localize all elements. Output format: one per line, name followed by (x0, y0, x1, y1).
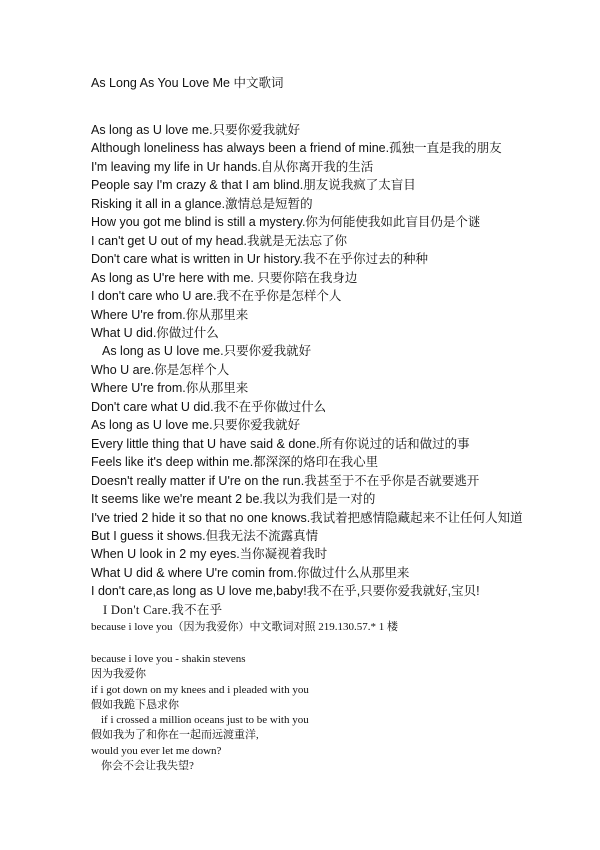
lyric-line: What U did & where U're comin from.你做过什么从那里来 (91, 565, 410, 580)
lyric-line: What U did.你做过什么 (91, 325, 219, 340)
lyric-line: I don't care,as long as U love me,baby!我不在乎,只要你爱我就好,宝贝! (91, 584, 480, 599)
lyric-line: 假如我跪下恳求你 (91, 698, 179, 711)
lyric-line: 因为我爱你 (91, 668, 146, 681)
lyric-line: I can't get U out of my head.我就是无法忘了你 (91, 233, 347, 248)
lyric-line: I've tried 2 hide it so that no one knows.我试着把感情隐藏起来不让任何人知道 (91, 510, 523, 525)
lyric-line: Where U're from.你从那里来 (91, 307, 249, 322)
lyric-line: I Don't Care.我不在乎 (103, 602, 223, 617)
lyric-line: Don't care what U did.我不在乎你做过什么 (91, 399, 327, 414)
lyric-line: How you got me blind is still a mystery.你为何能使我如此盲目仍是个谜 (91, 215, 481, 230)
lyric-line: 假如我为了和你在一起而远渡重洋, (91, 729, 259, 742)
lyric-line: As long as U love me.只要你爱我就好 (102, 344, 312, 359)
lyric-line: Every little thing that U have said & done.所有你说过的话和做过的事 (91, 436, 470, 451)
lyric-line: would you ever let me down? (91, 744, 222, 757)
lyric-line: As long as U're here with me. 只要你陪在我身边 (91, 270, 358, 285)
lyric-line: I'm leaving my life in Ur hands.自从你离开我的生活 (91, 159, 374, 174)
lyric-line: As long as U love me.只要你爱我就好 (91, 123, 301, 137)
lyric-line: because i love you - shakin stevens (91, 653, 246, 665)
document-title: As Long As You Love Me 中文歌词 (91, 76, 284, 90)
lyric-line: Where U're from.你从那里来 (91, 381, 249, 396)
lyric-line: It seems like we're meant 2 be.我以为我们是一对的 (91, 492, 376, 507)
lyric-line: Feels like it's deep within me.都深深的烙印在我心里 (91, 455, 379, 470)
lyric-line: As long as U love me.只要你爱我就好 (91, 418, 301, 433)
lyric-line: Risking it all in a glance.激情总是短暂的 (91, 196, 313, 211)
lyric-line: 你会不会让我失望? (101, 760, 194, 773)
lyric-line: Doesn't really matter if U're on the run.我甚至于不在乎你是否就要逃开 (91, 473, 480, 488)
lyric-line: if i crossed a million oceans just to be with you (101, 714, 309, 727)
lyric-line: Don't care what is written in Ur history.我不在乎你过去的种种 (91, 252, 428, 267)
lyric-line: I don't care who U are.我不在乎你是怎样个人 (91, 289, 342, 304)
lyric-line: But I guess it shows.但我无法不流露真情 (91, 528, 319, 543)
section-heading: because i love you（因为我爱你）中文歌词对照 219.130.57.* 1 楼 (91, 621, 399, 633)
lyric-line: if i got down on my knees and i pleaded with you (91, 683, 309, 696)
lyric-line: Who U are.你是怎样个人 (91, 362, 230, 377)
lyric-line: When U look in 2 my eyes.当你凝视着我时 (91, 547, 328, 562)
lyrics-block (91, 121, 596, 619)
lyric-line: People say I'm crazy & that I am blind.朋友说我疯了太盲目 (91, 178, 416, 193)
lyrics-block-2 (91, 652, 591, 774)
lyric-line: Although loneliness has always been a friend of mine.孤独一直是我的朋友 (91, 141, 502, 156)
